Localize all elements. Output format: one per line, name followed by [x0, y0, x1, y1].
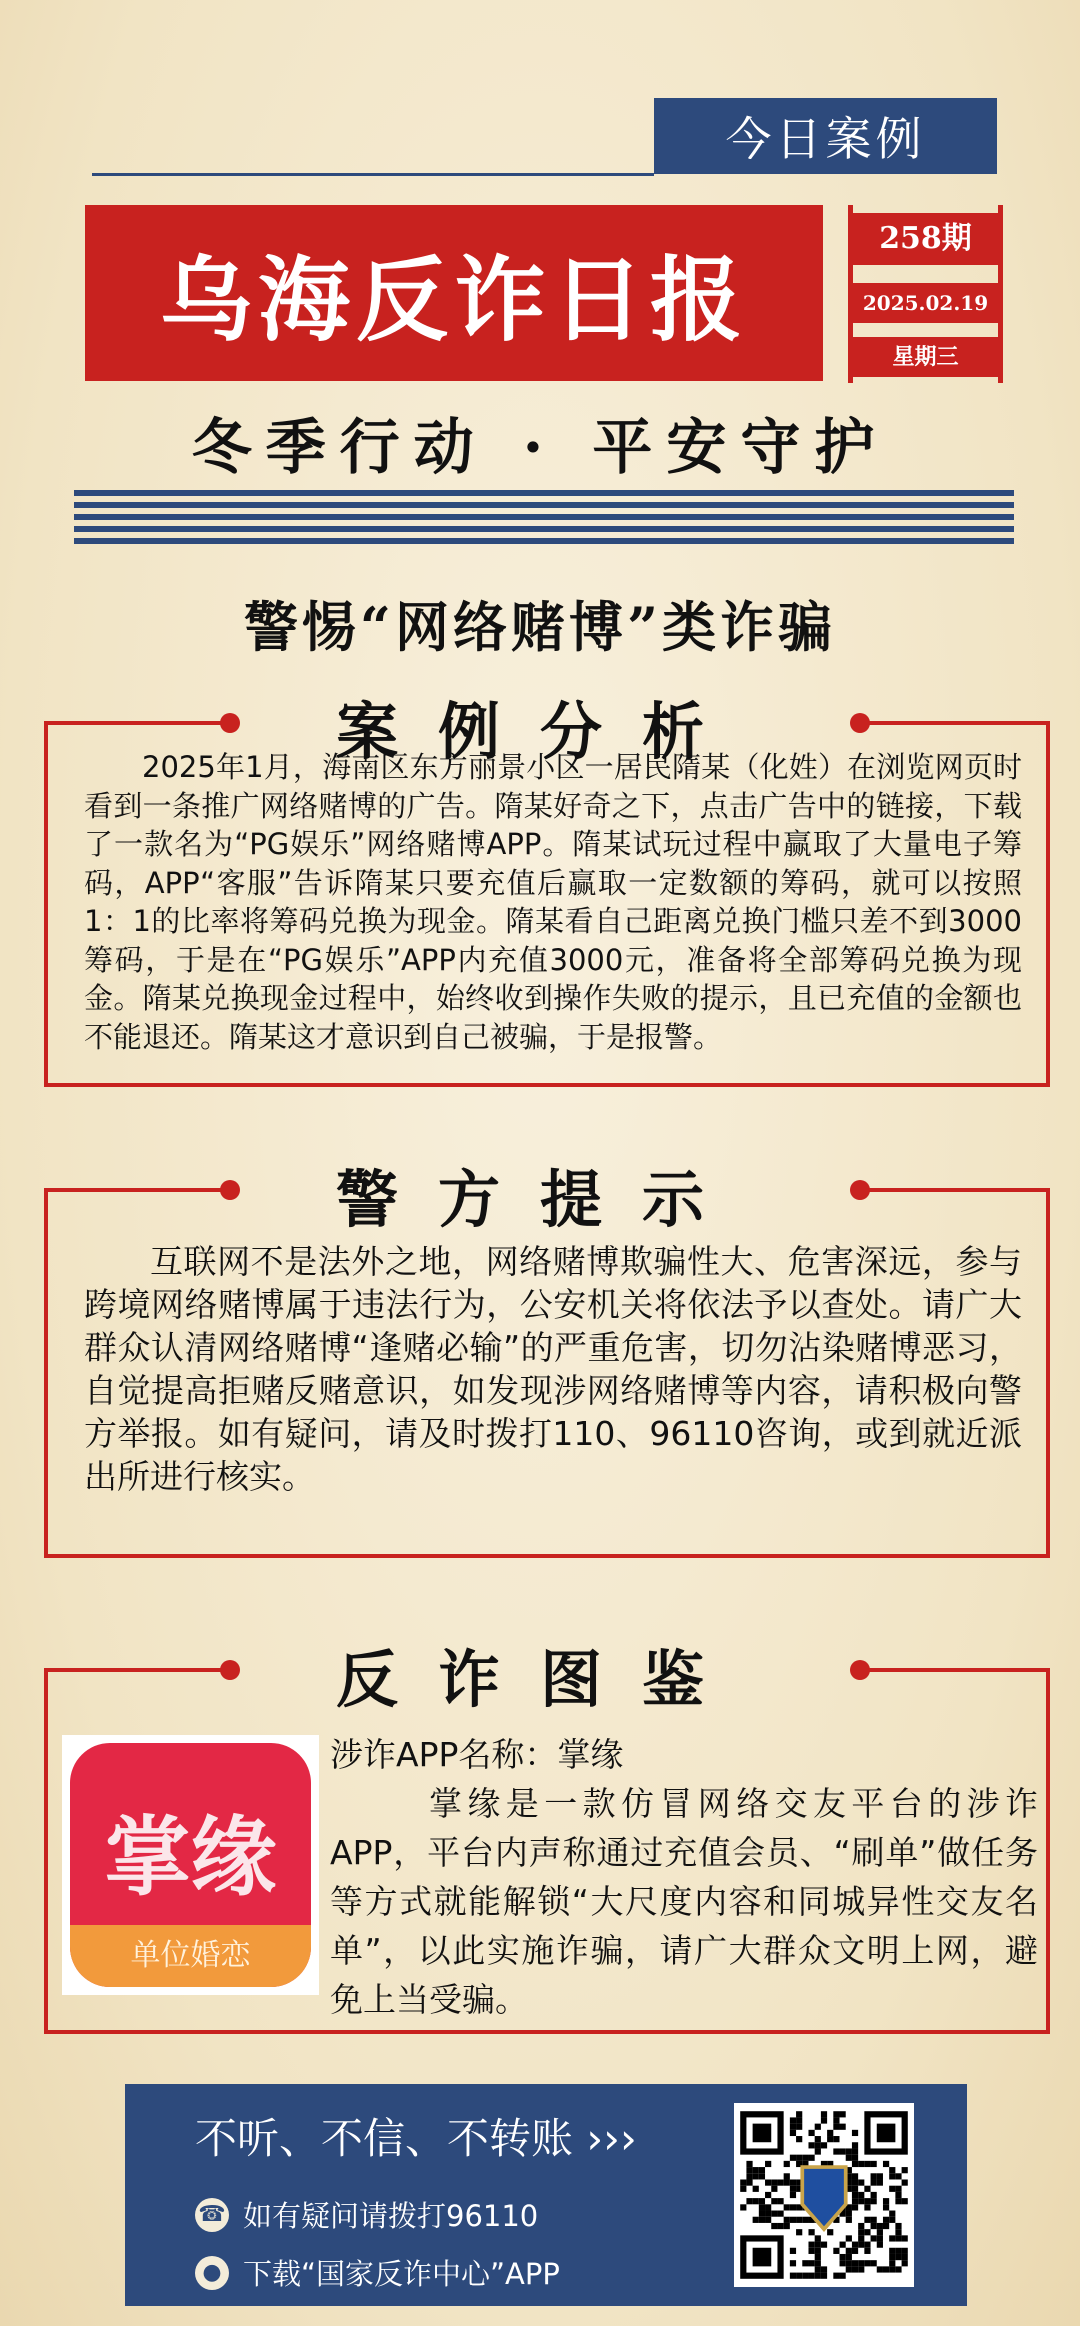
download-text: 下载“国家反诈中心”APP: [243, 2257, 560, 2291]
phone-line: [195, 2194, 538, 2235]
app-name-line: 涉诈APP名称：掌缘: [330, 1735, 624, 1774]
app-icon-image: [62, 1735, 319, 1995]
issue-number: 258期: [853, 213, 998, 265]
today-case-tag: 今日案例: [654, 98, 997, 174]
slogan: 冬季行动 · 平安守护: [191, 413, 889, 483]
gallery-title: 反诈图鉴: [335, 1643, 744, 1716]
location-pin-icon: ●: [195, 2256, 229, 2290]
phone-text: 如有疑问请拨打96110: [243, 2199, 539, 2233]
download-line: [195, 2252, 560, 2293]
app-icon-name: 掌缘: [104, 1808, 277, 1908]
divider: [92, 173, 654, 176]
masthead-title: 乌海反诈日报: [85, 205, 823, 381]
issue-weekday: 星期三: [853, 337, 998, 377]
app-icon-subtitle: 单位婚恋: [70, 1925, 311, 1987]
banner-slogan: 不听、不信、不转账 ›››: [195, 2114, 637, 2163]
qr-code[interactable]: [734, 2103, 914, 2287]
issue-date: 2025.02.19: [853, 283, 998, 323]
tips-title: 警方提示: [335, 1163, 744, 1236]
stripe-divider: [74, 490, 1014, 550]
tips-text: 互联网不是法外之地，网络赌博欺骗性大、危害深远，参与跨境网络赌博属于违法行为，公安机关将依法予以查处。请广大群众认清网络赌博“逢赌必输”的严重危害，切勿沾染赌博恶习，自觉提高拒赌反赌意识，如发现涉网络赌博等内容，请积极向警方举报。如有疑问，请及时拨打110、96110咨询，或到就近派出所进行核实。: [84, 1242, 1022, 1496]
issue-box: [848, 205, 1003, 383]
phone-icon: ☎: [195, 2198, 229, 2232]
headline: 警惕“网络赌博”类诈骗: [243, 595, 837, 659]
case-title: 案例分析: [335, 695, 744, 768]
app-description: 掌缘是一款仿冒网络交友平台的涉诈APP，平台内声称通过充值会员、“刷单”做任务等方式就能解锁“大尺度内容和同城异性交友名单”，以此实施诈骗，请广大群众文明上网，避免上当受骗。: [330, 1784, 1038, 2019]
case-text: 2025年1月，海南区东方丽景小区一居民隋某（化姓）在浏览网页时看到一条推广网络赌博的广告。隋某好奇之下，点击广告中的链接，下载了一款名为“PG娱乐”网络赌博APP。隋某试玩过程中赢取了大量电子筹码，APP“客服”告诉隋某只要充值后赢取一定数额的筹码，就可以按照1：1的比率将筹码兑换为现金。隋某看自己距离兑换门槛只差不到3000筹码，于是在“PG娱乐”APP内充值3000元，准备将全部筹码兑换为现金。隋某兑换现金过程中，始终收到操作失败的提示，且已充值的金额也不能退还。隋某这才意识到自己被骗，于是报警。: [84, 750, 1022, 1054]
footer-banner: [125, 2084, 967, 2306]
